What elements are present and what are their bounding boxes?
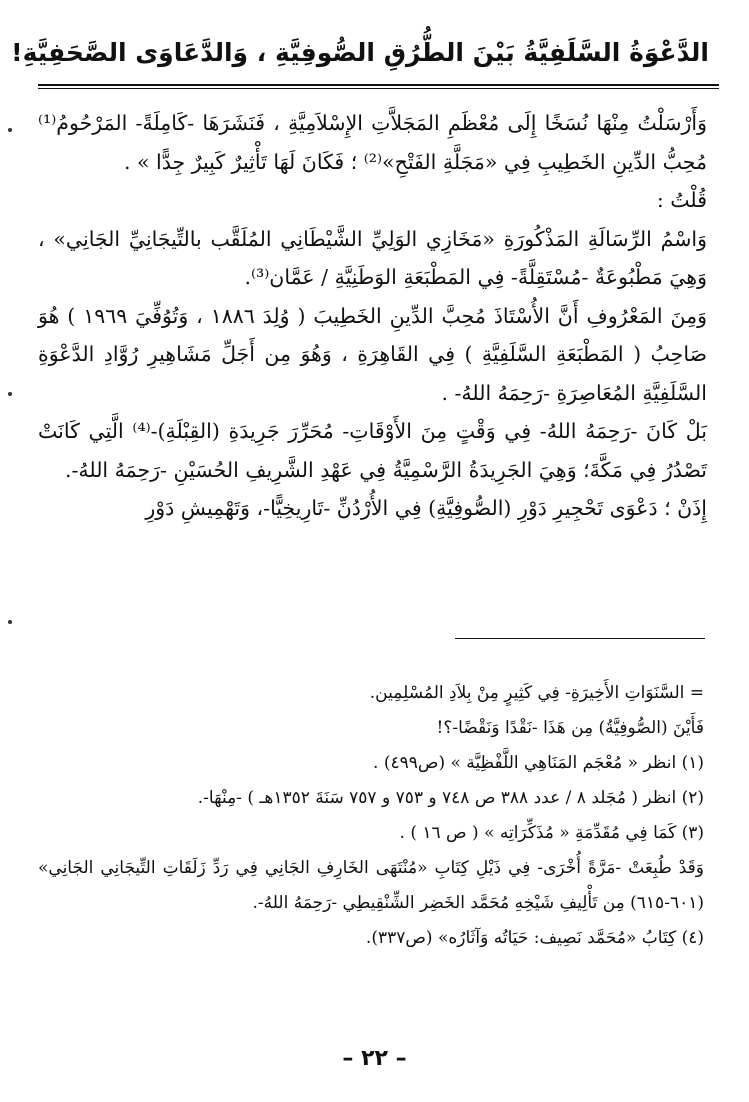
- footnote-line: وَقَدْ طُبِعَتْ -مَرَّةً أُخْرَى- فِي ذَيْلِ كِتَابِ «مُنْتَهَى الخَارِفِ الجَانِي فِي رَدِّ زَلَقَاتِ التِّيجَانِي الجَانِي» (٦٠١-٦١٥) مِن تَأْلِيفِ شَيْخِهِ مُحَمَّد الخَضِر الشِّنْقِيطِي -رَحِمَهُ اللهُ-.: [38, 858, 704, 913]
- footnote-line: (١) انظر « مُعْجَم المَنَاهِي اللَّفْظِيَّة » (ص٤٩٩) .: [373, 753, 704, 773]
- main-text: [38, 104, 707, 528]
- paragraph: وَاسْمُ الرِّسَالَةِ المَذْكُورَةِ «مَخَازِي الوَلِيِّ الشَّيْطَانِي المُلَقَّب بالتِّيجَانِيِّ الجَانِي» ، وَهِيَ مَطْبُوعَةٌ -مُسْتَقِلَّةً- فِي المَطْبَعَةِ الوَطَنِيَّةِ / عَمَّان⁽³⁾.: [38, 226, 707, 289]
- margin-dot: [8, 128, 12, 132]
- footnote-separator: [455, 638, 705, 639]
- paragraph: قُلْتُ :: [656, 188, 707, 212]
- margin-dot: [8, 392, 12, 396]
- paragraph: وَأَرْسَلْتُ مِنْهَا نُسَخًا إِلَى مُعْظَمِ المَجَلاَّتِ الإِسْلاَمِيَّةِ ، فَنَشَرَهَا -كَامِلَةً- المَرْحُومُ⁽¹⁾ مُحِبُّ الدِّينِ الخَطِيبِ فِي «مَجَلَّةِ الفَتْحِ»⁽²⁾ ؛ فَكَانَ لَهَا تَأْثِيرٌ كَبِيرٌ جِدًّا » .: [38, 111, 707, 174]
- footnote-line: فَأَيْنَ (الصُّوفِيَّةُ) مِن هَذَا -نَقْدًا وَنَقْضًا-؟!: [436, 718, 704, 738]
- footnote-line: (٣) كَمَا فِي مُقَدِّمَةِ « مُذَكِّرَاتِه » ( ص ١٦ ) .: [399, 823, 704, 843]
- margin-dot: [8, 620, 12, 624]
- footnote-line: = السَّنَوَاتِ الأَخِيرَةِ- فِي كَثِيرٍ مِنْ بِلاَدِ المُسْلِمِين.: [369, 683, 704, 703]
- running-header-title: الدَّعْوَةُ السَّلَفِيَّةُ بَيْنَ الطُّرُقِ الصُّوفِيَّةِ ، وَالدَّعَاوَى الصَّحَفِيَّةِ!: [11, 38, 709, 67]
- header-rule-thin: [38, 88, 719, 89]
- paragraph: إِذَنْ ؛ دَعْوَى تَحْجِيرِ دَوْرِ (الصُّوفِيَّةِ) فِي الأُرْدُنِّ -تَارِيخِيًّا-، وَتَهْمِيشِ دَوْرِ: [145, 496, 707, 520]
- footnote-line: (٢) انظر ( مُجَلد ٨ / عدد ٣٨٨ ص ٧٤٨ و ٧٥٣ و ٧٥٧ سَنَةَ ١٣٥٢هـ ) -مِنْهَا-.: [197, 788, 704, 808]
- footnotes: [38, 676, 704, 956]
- paragraph: وَمِنَ المَعْرُوفِ أَنَّ الأُسْتَاذَ مُحِبَّ الدِّينِ الخَطِيبَ ( وُلِدَ ١٨٨٦ ، وَتُوُفِّيَ ١٩٦٩ ) هُوَ صَاحِبُ ( المَطْبَعَةِ السَّلَفِيَّةِ ) فِي القَاهِرَةِ ، وَهُوَ مِن أَجَلِّ مَشَاهِيرِ رُوَّادِ الدَّعْوَةِ السَّلَفِيَّةِ المُعَاصِرَةِ -رَحِمَهُ اللهُ- .: [38, 303, 707, 405]
- header-rule: [38, 84, 719, 86]
- page-number: – ٢٢ –: [342, 1046, 407, 1071]
- paragraph: بَلْ كَانَ -رَحِمَهُ اللهُ- فِي وَقْتٍ مِنَ الأَوْقَاتِ- مُحَرِّرَ جَرِيدَةِ (القِبْلَةِ)-⁽⁴⁾ الَّتِي كَانَتْ تَصْدُرُ فِي مَكَّةَ؛ وَهِيَ الجَرِيدَةُ الرَّسْمِيَّةُ فِي عَهْدِ الشَّرِيفِ الحُسَيْنِ -رَحِمَهُ اللهُ-.: [38, 419, 707, 482]
- footnote-line: (٤) كِتَابُ «مُحَمَّد نَصِيف: حَيَاتُه وَآثَارُه» (ص٣٣٧).: [365, 928, 704, 948]
